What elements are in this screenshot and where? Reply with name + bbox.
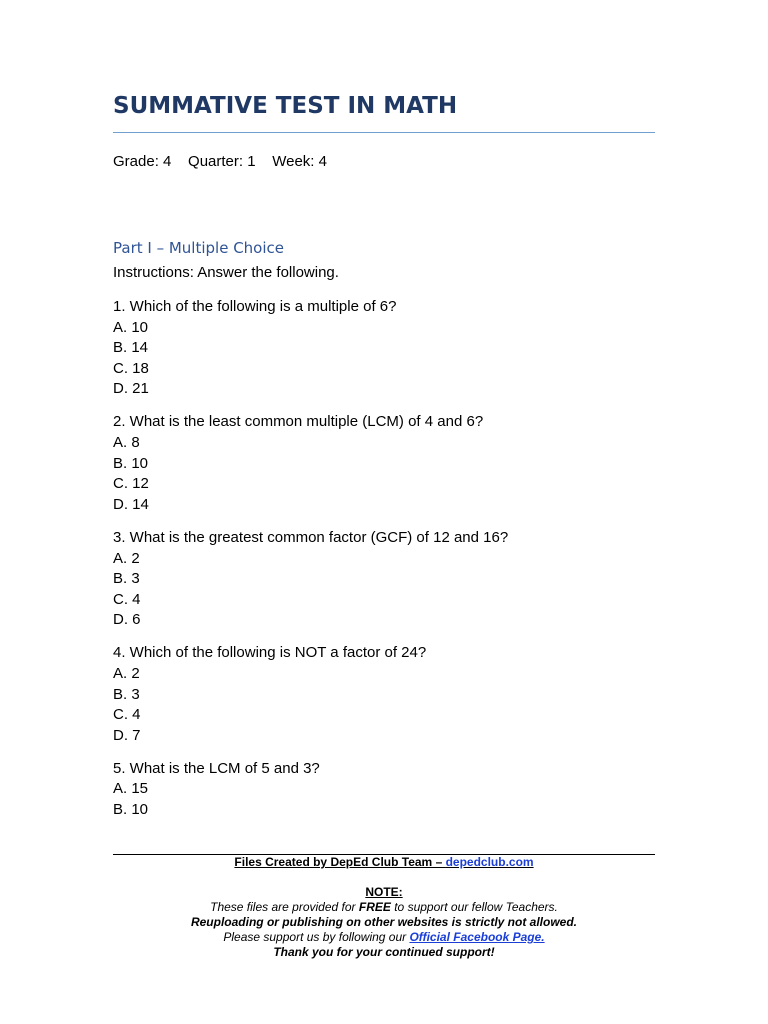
note-line-3 bbox=[113, 930, 655, 945]
grade-quarter-week: Grade: 4 Quarter: 1 Week: 4 bbox=[113, 153, 327, 170]
title-underline bbox=[113, 132, 655, 133]
question-list bbox=[113, 297, 655, 833]
question-item bbox=[113, 759, 655, 821]
question-text: 3. What is the greatest common factor (GCF) of 12 and 16? bbox=[113, 528, 509, 546]
answer-option: D. 6 bbox=[113, 611, 141, 629]
note-line-2: Reuploading or publishing on other websites is strictly not allowed. bbox=[190, 915, 578, 929]
answer-option: B. 10 bbox=[113, 801, 149, 819]
page-title: SUMMATIVE TEST IN MATH bbox=[113, 93, 458, 119]
note-title: NOTE: bbox=[365, 885, 403, 899]
answer-option: C. 4 bbox=[113, 706, 141, 724]
answer-option: D. 21 bbox=[113, 380, 149, 398]
credit-line bbox=[113, 855, 655, 870]
credit-text: Files Created by DepEd Club Team – bbox=[234, 855, 446, 869]
answer-option: A. 10 bbox=[113, 318, 149, 336]
answer-option: B. 3 bbox=[113, 685, 140, 703]
answer-option: C. 18 bbox=[113, 359, 149, 377]
question-item bbox=[113, 528, 655, 631]
answer-option: A. 2 bbox=[113, 665, 140, 682]
note-text: Please support us by following our bbox=[223, 930, 410, 944]
question-text: 5. What is the LCM of 5 and 3? bbox=[113, 759, 320, 777]
answer-option: D. 14 bbox=[113, 495, 149, 513]
answer-option: C. 12 bbox=[113, 475, 149, 493]
note-text: to support our fellow Teachers. bbox=[390, 900, 558, 914]
instructions: Instructions: Answer the following. bbox=[113, 264, 339, 281]
question-text: 4. Which of the following is NOT a factor of 24? bbox=[113, 644, 427, 662]
note-free: FREE bbox=[358, 900, 391, 914]
answer-option: D. 7 bbox=[113, 726, 141, 744]
question-text: 2. What is the least common multiple (LCM) of 4 and 6? bbox=[113, 413, 484, 431]
facebook-page-link[interactable]: Official Facebook Page. bbox=[409, 930, 545, 944]
answer-option: C. 4 bbox=[113, 590, 141, 608]
answer-option: B. 3 bbox=[113, 570, 140, 588]
answer-option: A. 2 bbox=[113, 549, 140, 567]
question-item bbox=[113, 643, 655, 746]
question-text: 1. Which of the following is a multiple of 6? bbox=[113, 298, 397, 315]
section-heading: Part I – Multiple Choice bbox=[113, 239, 284, 257]
answer-option: B. 14 bbox=[113, 339, 149, 357]
note-text: These files are provided for bbox=[210, 900, 359, 914]
note-line-4: Thank you for your continued support! bbox=[273, 945, 495, 959]
website-link[interactable]: depedclub.com bbox=[445, 855, 534, 869]
answer-option: B. 10 bbox=[113, 454, 149, 472]
question-item bbox=[113, 297, 655, 400]
note-line-1 bbox=[113, 900, 655, 915]
answer-option: A. 15 bbox=[113, 780, 149, 798]
footer bbox=[113, 855, 655, 960]
question-item bbox=[113, 412, 655, 515]
answer-option: A. 8 bbox=[113, 434, 140, 452]
